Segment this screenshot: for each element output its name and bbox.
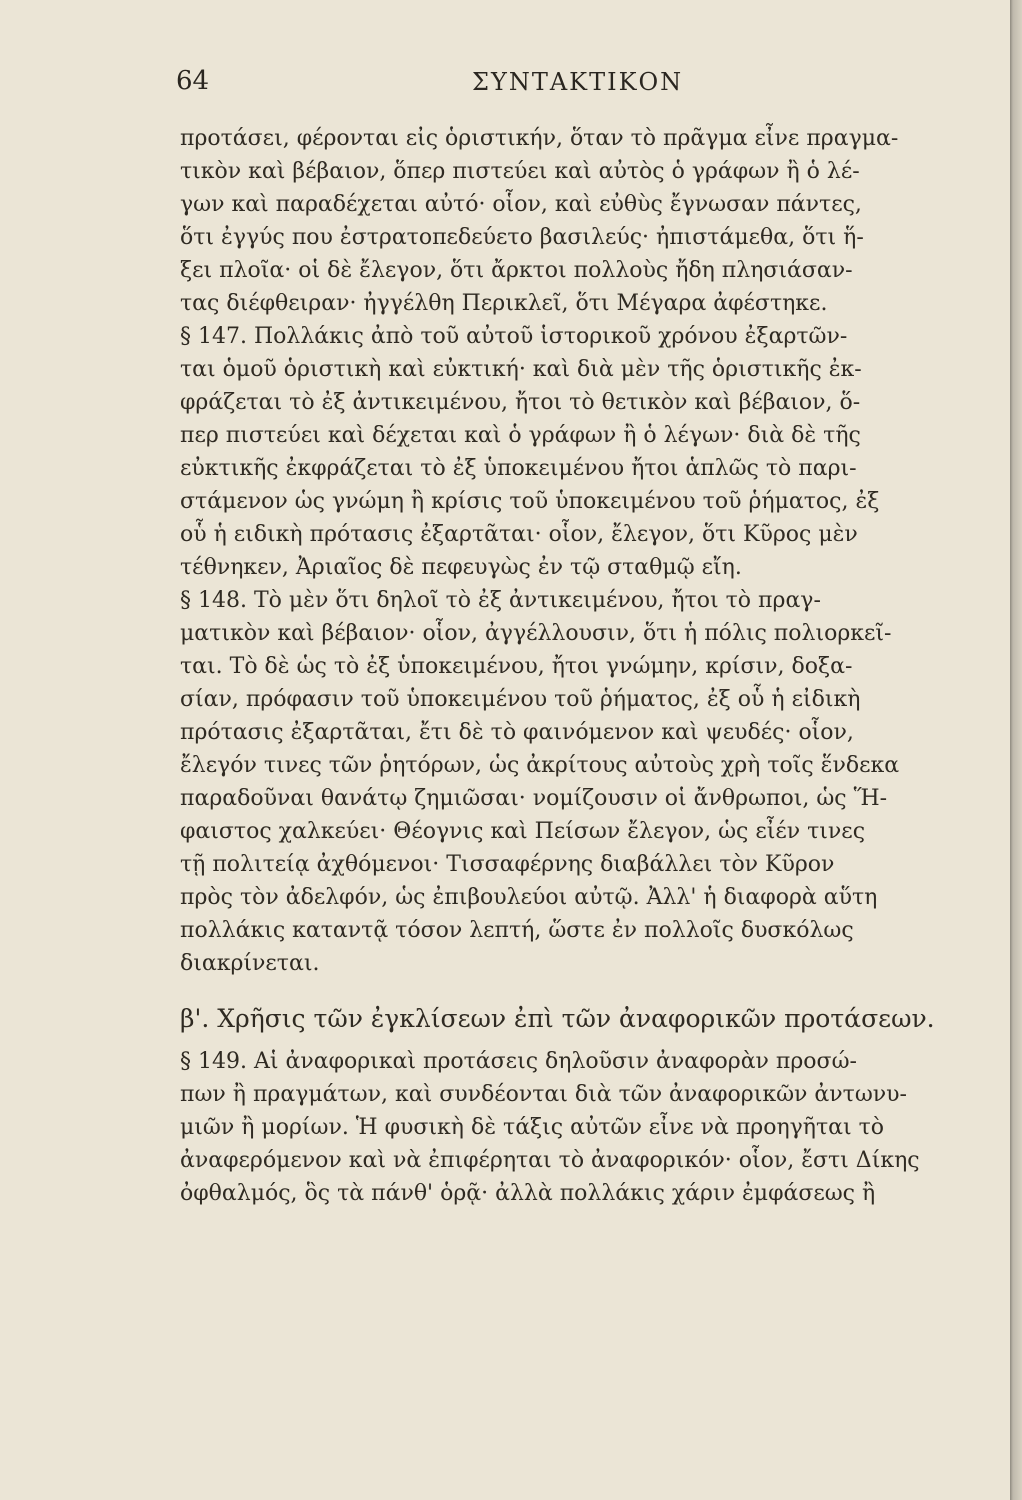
text-line: § 148. Τὸ μὲν ὅτι δηλοῖ τὸ ἐξ ἀντικειμένου, ἤτοι τὸ πραγ-	[180, 588, 821, 613]
text-line: ματικὸν καὶ βέβαιον· οἷον, ἀγγέλλουσιν, ὅτι ἡ πόλις πολιορκεῖ-	[180, 621, 892, 646]
text-line: ἀναφερόμενον καὶ νὰ ἐπιφέρηται τὸ ἀναφορικόν· οἷον, ἔστι Δίκης	[180, 1148, 920, 1173]
text-line: μιῶν ἢ μορίων. Ἡ φυσικὴ δὲ τάξις αὐτῶν εἶνε νὰ προηγῆται τὸ	[180, 1115, 885, 1140]
text-line: πολλάκις καταντᾷ τόσον λεπτή, ὥστε ἐν πολλοῖς δυσκόλως	[180, 918, 854, 943]
text-line: ται ὁμοῦ ὁριστικὴ καὶ εὐκτική· καὶ διὰ μὲν τῆς ὁριστικῆς ἐκ-	[180, 357, 862, 382]
page-number: 64	[176, 66, 210, 96]
text-line: τῇ πολιτείᾳ ἀχθόμενοι· Τισσαφέρνης διαβάλλει τὸν Κῦρον	[180, 852, 835, 877]
text-line: φράζεται τὸ ἐξ ἀντικειμένου, ἤτοι τὸ θετικὸν καὶ βέβαιον, ὅ-	[180, 390, 861, 415]
text-line: τας διέφθειραν· ἠγγέλθη Περικλεῖ, ὅτι Μέγαρα ἀφέστηκε.	[180, 291, 828, 316]
text-line: γων καὶ παραδέχεται αὐτό· οἷον, καὶ εὐθὺς ἔγνωσαν πάντες,	[180, 192, 862, 217]
text-line: προτάσει, φέρονται εἰς ὁριστικήν, ὅταν τὸ πρᾶγμα εἶνε πραγμα-	[180, 126, 899, 151]
text-line: πρὸς τὸν ἀδελφόν, ὡς ἐπιβουλεύοι αὐτῷ. Ἀλλ' ἡ διαφορὰ αὕτη	[180, 885, 878, 910]
running-title: ΣΥΝΤΑΚΤΙΚΟΝ	[472, 68, 684, 96]
text-line: τέθνηκεν, Ἀριαῖος δὲ πεφευγὼς ἐν τῷ σταθμῷ εἴη.	[180, 555, 742, 580]
text-line: ται. Τὸ δὲ ὡς τὸ ἐξ ὑποκειμένου, ἤτοι γνώμην, κρίσιν, δοξα-	[180, 654, 853, 679]
text-line: στάμενον ὡς γνώμη ἢ κρίσις τοῦ ὑποκειμένου τοῦ ῥήματος, ἐξ	[180, 489, 880, 514]
page-gutter-edge	[1010, 0, 1022, 1500]
body-text	[180, 122, 950, 1210]
section-148	[180, 584, 950, 980]
text-line: διακρίνεται.	[180, 951, 320, 976]
text-line: τικὸν καὶ βέβαιον, ὅπερ πιστεύει καὶ αὐτὸς ὁ γράφων ἢ ὁ λέ-	[180, 159, 860, 184]
text-line: σίαν, πρόφασιν τοῦ ὑποκειμένου τοῦ ῥήματος, ἐξ οὗ ἡ εἰδικὴ	[180, 687, 861, 712]
text-line: πρότασις ἐξαρτᾶται, ἔτι δὲ τὸ φαινόμενον καὶ ψευδές· οἷον,	[180, 720, 854, 745]
text-line: εὐκτικῆς ἐκφράζεται τὸ ἐξ ὑποκειμένου ἤτοι ἁπλῶς τὸ παρι-	[180, 456, 857, 481]
text-line: περ πιστεύει καὶ δέχεται καὶ ὁ γράφων ἢ ὁ λέγων· διὰ δὲ τῆς	[180, 423, 861, 448]
paragraph-continuation	[180, 122, 950, 320]
text-line: φαιστος χαλκεύει· Θέογνις καὶ Πείσων ἔλεγον, ὡς εἶέν τινες	[180, 819, 866, 844]
text-line: § 147. Πολλάκις ἀπὸ τοῦ αὐτοῦ ἱστορικοῦ χρόνου ἐξαρτῶν-	[180, 324, 848, 349]
text-line: πων ἢ πραγμάτων, καὶ συνδέονται διὰ τῶν ἀναφορικῶν ἀντωνυ-	[180, 1082, 907, 1107]
text-line: ὅτι ἐγγύς που ἐστρατοπεδεύετο βασιλεύς· ἠπιστάμεθα, ὅτι ἥ-	[180, 225, 864, 250]
page-header	[0, 66, 1000, 106]
text-line: οὗ ἡ ειδικὴ πρότασις ἐξαρτᾶται· οἷον, ἔλεγον, ὅτι Κῦρος μὲν	[180, 522, 858, 547]
text-line: § 149. Αἱ ἀναφορικαὶ προτάσεις δηλοῦσιν ἀναφορὰν προσώ-	[180, 1049, 857, 1074]
text-line: ξει πλοῖα· οἱ δὲ ἔλεγον, ὅτι ἄρκτοι πολλοὺς ἤδη πλησιάσαν-	[180, 258, 853, 283]
text-line: ἔλεγόν τινες τῶν ῥητόρων, ὡς ἀκρίτους αὐτοὺς χρὴ τοῖς ἕνδεκα	[180, 753, 900, 778]
section-149	[180, 1045, 950, 1210]
text-line: ὀφθαλμός, ὃς τὰ πάνθ' ὁρᾷ· ἀλλὰ πολλάκις χάριν ἐμφάσεως ἢ	[180, 1181, 876, 1206]
section-147	[180, 320, 950, 584]
section-subheading: β'. Χρῆσις τῶν ἐγκλίσεων ἐπὶ τῶν ἀναφορικῶν προτάσεων.	[180, 1004, 935, 1033]
text-line: παραδοῦναι θανάτῳ ζημιῶσαι· νομίζουσιν οἱ ἄνθρωποι, ὡς Ἥ-	[180, 786, 888, 811]
